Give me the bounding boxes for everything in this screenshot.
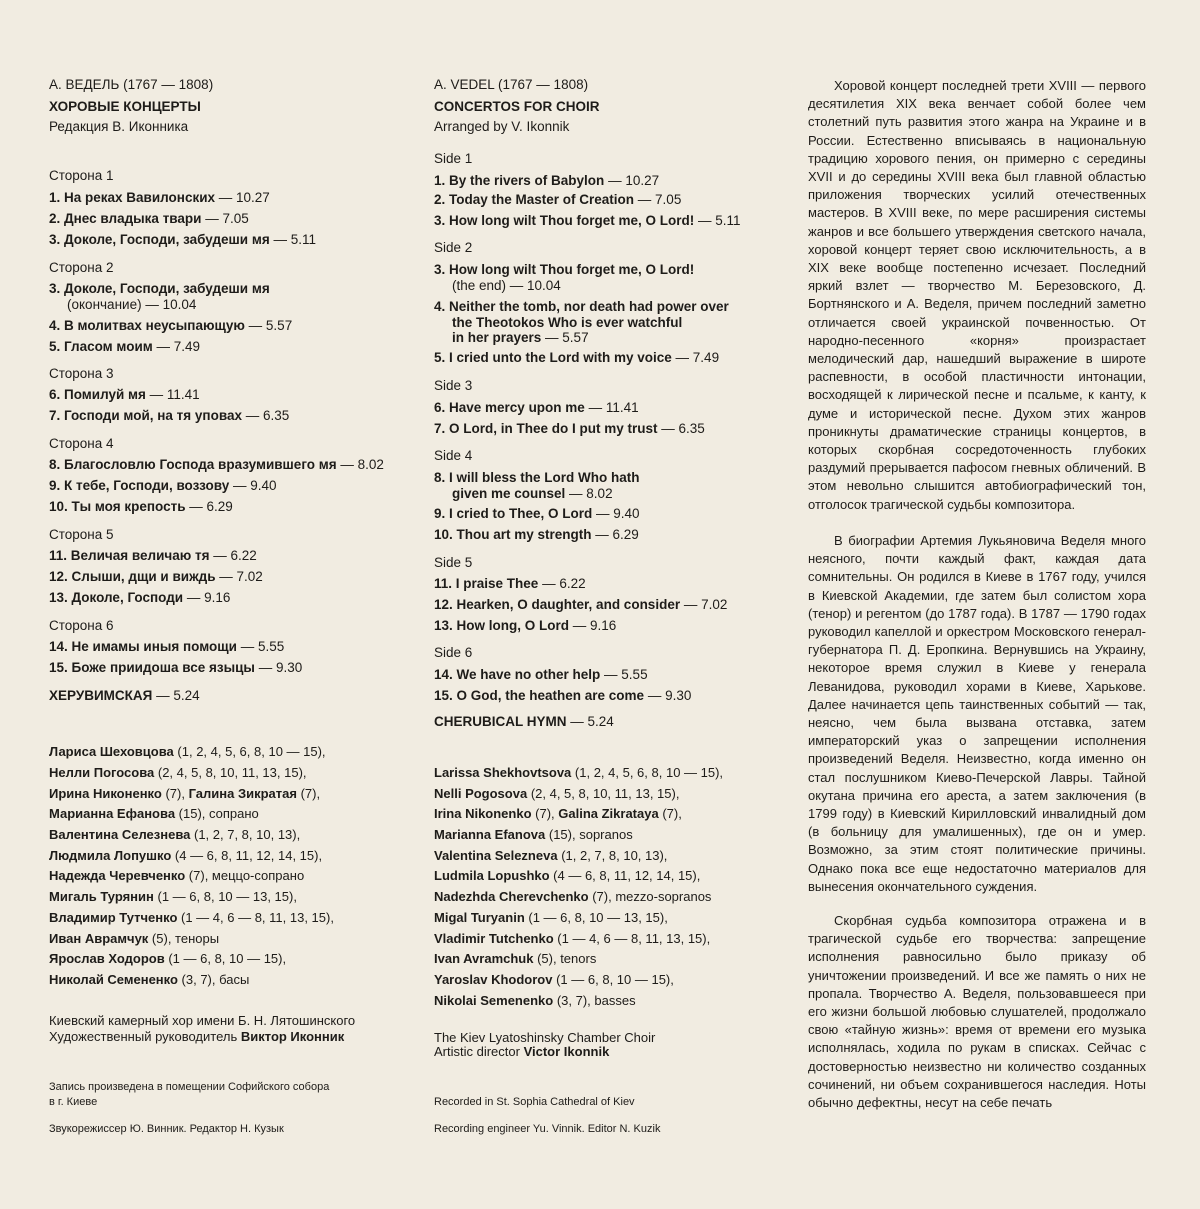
en-performer: Vladimir Tutchenko (1 — 4, 6 — 8, 11, 13, 15), xyxy=(434,931,711,946)
ru-performer: Нелли Погосова (2, 4, 5, 8, 10, 11, 13, 15), xyxy=(49,765,307,780)
ru-performer: Ярослав Ходоров (1 — 6, 8, 10 — 15), xyxy=(49,951,287,966)
ru-track: 5. Гласом моим — 7.49 xyxy=(49,339,201,354)
ru-title: ХОРОВЫЕ КОНЦЕРТЫ xyxy=(49,99,201,114)
ru-performer: Марианна Ефанова (15), сопрано xyxy=(49,806,259,821)
ru-track: 2. Днес владыка твари — 7.05 xyxy=(49,211,249,226)
ru-performer: Валентина Селезнева (1, 2, 7, 8, 10, 13), xyxy=(49,827,301,842)
en-side-3-label: Side 3 xyxy=(434,378,473,393)
ru-engineer: Звукорежиссер Ю. Винник. Редактор Н. Кузык xyxy=(49,1123,284,1135)
en-track: 2. Today the Master of Creation — 7.05 xyxy=(434,192,682,207)
ru-track: 6. Помилуй мя — 11.41 xyxy=(49,387,200,402)
en-track: 3. How long wilt Thou forget me, O Lord! (the end) — 10.04 xyxy=(434,262,695,293)
en-performer: Migal Turyanin (1 — 6, 8, 10 — 13, 15), xyxy=(434,910,668,925)
en-side-1-label: Side 1 xyxy=(434,151,473,166)
en-track: 6. Have mercy upon me — 11.41 xyxy=(434,400,639,415)
essay-paragraph-1: Хоровой концерт последней трети XVIII — первого десятилетия XIX века венчает собой более чем столетний путь развития этого жанра на Украине и в России. Естественно вписываясь в национальную традицию хорового пения, он примерно с середины XVII и до середины XVIII века был главной областью приложения творческих усилий отечественных мастеров. В XVIII веке, по мере расширения системы жанров и все большего утверждения светского начала, хоровой концерт теряет свою исключительность, а в XIX веке вообще постепенно исчезает. Последний яркий взлет — творчество М. Березовского, Д. Бортнянского и А. Веделя, причем последний заметно отличается своей украинской почвенностью. От народно-песенного «корня» произрастает мелодический дар, нашедший выражение в широте распевности, в особой пластичности интонации, восходящей к лирической песне и псальме, к канту, к думе и исторической песне. Духом этих жанров проникнуты драматические страницы концертов, в которых скорбная сосредоточенность глубоких раздумий прерывается пафосом гневных обличений. В этом невольно слышится автобиографический тон, отголосок трагической судьбы композитора. xyxy=(808,78,1146,512)
en-performer: Nelli Pogosova (2, 4, 5, 8, 10, 11, 13, 15), xyxy=(434,786,680,801)
en-performer: Nadezhda Cherevchenko (7), mezzo-sopranos xyxy=(434,889,712,904)
ru-director: Художественный руководитель Виктор Иконник xyxy=(49,1029,345,1044)
ru-composer: А. ВЕДЕЛЬ (1767 — 1808) xyxy=(49,77,214,92)
ru-side-2-label: Сторона 2 xyxy=(49,260,114,275)
ru-performer: Иван Аврамчук (5), теноры xyxy=(49,931,220,946)
ru-recorded-line2: в г. Киеве xyxy=(49,1096,98,1108)
en-performer: Nikolai Semenenko (3, 7), basses xyxy=(434,993,636,1008)
essay-paragraph-2: В биографии Артемия Лукьяновича Веделя много неясного, почти каждый факт, каждая дата сомнительны. Он родился в Киеве в 1767 году, учился в Киевской Академии, где затем был солистом хора (тенор) и регентом (до 1787 года). В 1787 — 1790 годах руководил капеллой и оркестром Московского генерал-губернатора П. Д. Еропкина. Вернувшись на Украину, некоторое время служил в Киеве у генерала Леванидова, руководил хорами в Киеве, Харькове. Далее начинается цепь таинственных событий — так, неясно, чем была вызвана отставка, затем императорский указ о запрещении исполнения произведений Веделя. Неизвестно, когда именно он стал послушником Киево-Печерской Лавры. Тайной окутана причина его ареста, а затем заключения (в 1799 году) в Киевский Кирилловский инвалидный дом (в больницу для умалишенных), где он и умер. Возможно, за этим стоят политические причины. Однако пока все еще недостаточно материалов для вынесения окончательного суждения. xyxy=(808,533,1146,894)
en-title: CONCERTOS FOR CHOIR xyxy=(434,99,600,114)
en-performer: Valentina Selezneva (1, 2, 7, 8, 10, 13), xyxy=(434,848,668,863)
en-composer: A. VEDEL (1767 — 1808) xyxy=(434,77,589,92)
ru-track: 15. Боже приидоша все языцы — 9.30 xyxy=(49,660,303,675)
en-performer: Ivan Avramchuk (5), tenors xyxy=(434,951,597,966)
en-side-2-label: Side 2 xyxy=(434,240,473,255)
en-side-5-label: Side 5 xyxy=(434,555,473,570)
ru-editor: Редакция В. Иконника xyxy=(49,119,189,134)
en-editor: Arranged by V. Ikonnik xyxy=(434,119,570,134)
ru-track: 13. Доколе, Господи — 9.16 xyxy=(49,590,231,605)
en-track: 8. I will bless the Lord Who hath given me counsel — 8.02 xyxy=(434,470,640,501)
ru-choir-name: Киевский камерный хор имени Б. Н. Лятошинского xyxy=(49,1013,356,1028)
en-track: 12. Hearken, O daughter, and consider — 7.02 xyxy=(434,597,728,612)
ru-side-5-label: Сторона 5 xyxy=(49,527,114,542)
ru-performer: Людмила Лопушко (4 — 6, 8, 11, 12, 14, 15), xyxy=(49,848,323,863)
en-performer: Ludmila Lopushko (4 — 6, 8, 11, 12, 14, 15), xyxy=(434,868,701,883)
en-track: 4. Neither the tomb, nor death had power over the Theotokos Who is ever watchful in her prayers — 5.57 xyxy=(434,299,729,345)
ru-recorded-line1: Запись произведена в помещении Софийского собора xyxy=(49,1081,330,1093)
en-track: 7. O Lord, in Thee do I put my trust — 6.35 xyxy=(434,421,705,436)
ru-performer: Ирина Никоненко (7), Галина Зикратая (7), xyxy=(49,786,321,801)
ru-track: 1. На реках Вавилонских — 10.27 xyxy=(49,190,270,205)
ru-side-1-label: Сторона 1 xyxy=(49,168,114,183)
ru-track: 14. Не имамы иныя помощи — 5.55 xyxy=(49,639,285,654)
en-track: 9. I cried to Thee, O Lord — 9.40 xyxy=(434,506,640,521)
en-recorded: Recorded in St. Sophia Cathedral of Kiev xyxy=(434,1096,635,1108)
ru-track: 8. Благословлю Господа вразумившего мя — 8.02 xyxy=(49,457,384,472)
ru-side-3-label: Сторона 3 xyxy=(49,366,114,381)
en-engineer: Recording engineer Yu. Vinnik. Editor N. Kuzik xyxy=(434,1123,661,1135)
en-performer: Marianna Efanova (15), sopranos xyxy=(434,827,633,842)
ru-track: 11. Величая величаю тя — 6.22 xyxy=(49,548,257,563)
en-track: 15. O God, the heathen are come — 9.30 xyxy=(434,688,692,703)
en-performer: Yaroslav Khodorov (1 — 6, 8, 10 — 15), xyxy=(434,972,674,987)
en-track: 11. I praise Thee — 6.22 xyxy=(434,576,586,591)
en-side-6-label: Side 6 xyxy=(434,645,473,660)
en-track: 1. By the rivers of Babylon — 10.27 xyxy=(434,173,660,188)
ru-track: 3. Доколе, Господи, забудеши мя (окончание) — 10.04 xyxy=(49,281,270,312)
ru-bonus-track: ХЕРУВИМСКАЯ — 5.24 xyxy=(49,688,200,703)
en-bonus-track: CHERUBICAL HYMN — 5.24 xyxy=(434,714,614,729)
essay-paragraph-3: Скорбная судьба композитора отражена и в трагической судьбе его творчества: запрещение исполнения равносильно было приказу об уничтожении произведений. И все же память о них не пропала. Творчество А. Веделя, пользовавшееся при его жизни большой любовью слушателей, продолжало свою «тайную жизнь»: время от времени его музыка исполнялась, ходила по рукам в списках. Сейчас с достоверностью неизвестно ни количество созданных сочинений, ни объем сохранившегося наследия. Ноты обычно дефектны, несут на себе печать xyxy=(808,913,1146,1111)
en-performer: Irina Nikonenko (7), Galina Zikrataya (7), xyxy=(434,806,682,821)
en-track: 14. We have no other help — 5.55 xyxy=(434,667,648,682)
en-side-4-label: Side 4 xyxy=(434,448,473,463)
ru-track: 9. К тебе, Господи, воззову — 9.40 xyxy=(49,478,277,493)
en-choir-name: The Kiev Lyatoshinsky Chamber Choir xyxy=(434,1030,656,1045)
ru-track: 7. Господи мой, на тя уповах — 6.35 xyxy=(49,408,290,423)
en-track: 13. How long, O Lord — 9.16 xyxy=(434,618,617,633)
ru-track: 12. Слыши, дщи и виждь — 7.02 xyxy=(49,569,263,584)
ru-performer: Надежда Черевченко (7), меццо-сопрано xyxy=(49,868,305,883)
ru-side-4-label: Сторона 4 xyxy=(49,436,114,451)
ru-performer: Мигаль Турянин (1 — 6, 8, 10 — 13, 15), xyxy=(49,889,297,904)
en-director: Artistic director Victor Ikonnik xyxy=(434,1044,610,1059)
en-track: 10. Thou art my strength — 6.29 xyxy=(434,527,639,542)
ru-side-6-label: Сторона 6 xyxy=(49,618,114,633)
ru-track: 4. В молитвах неусыпающую — 5.57 xyxy=(49,318,293,333)
ru-track: 10. Ты моя крепость — 6.29 xyxy=(49,499,233,514)
ru-performer: Лариса Шеховцова (1, 2, 4, 5, 6, 8, 10 — 15), xyxy=(49,744,326,759)
ru-track: 3. Доколе, Господи, забудеши мя — 5.11 xyxy=(49,232,316,247)
ru-performer: Николай Семененко (3, 7), басы xyxy=(49,972,250,987)
ru-performer: Владимир Тутченко (1 — 4, 6 — 8, 11, 13, 15), xyxy=(49,910,334,925)
en-performer: Larissa Shekhovtsova (1, 2, 4, 5, 6, 8, 10 — 15), xyxy=(434,765,724,780)
en-track: 5. I cried unto the Lord with my voice — 7.49 xyxy=(434,350,720,365)
en-track: 3. How long wilt Thou forget me, O Lord! — 5.11 xyxy=(434,213,741,228)
